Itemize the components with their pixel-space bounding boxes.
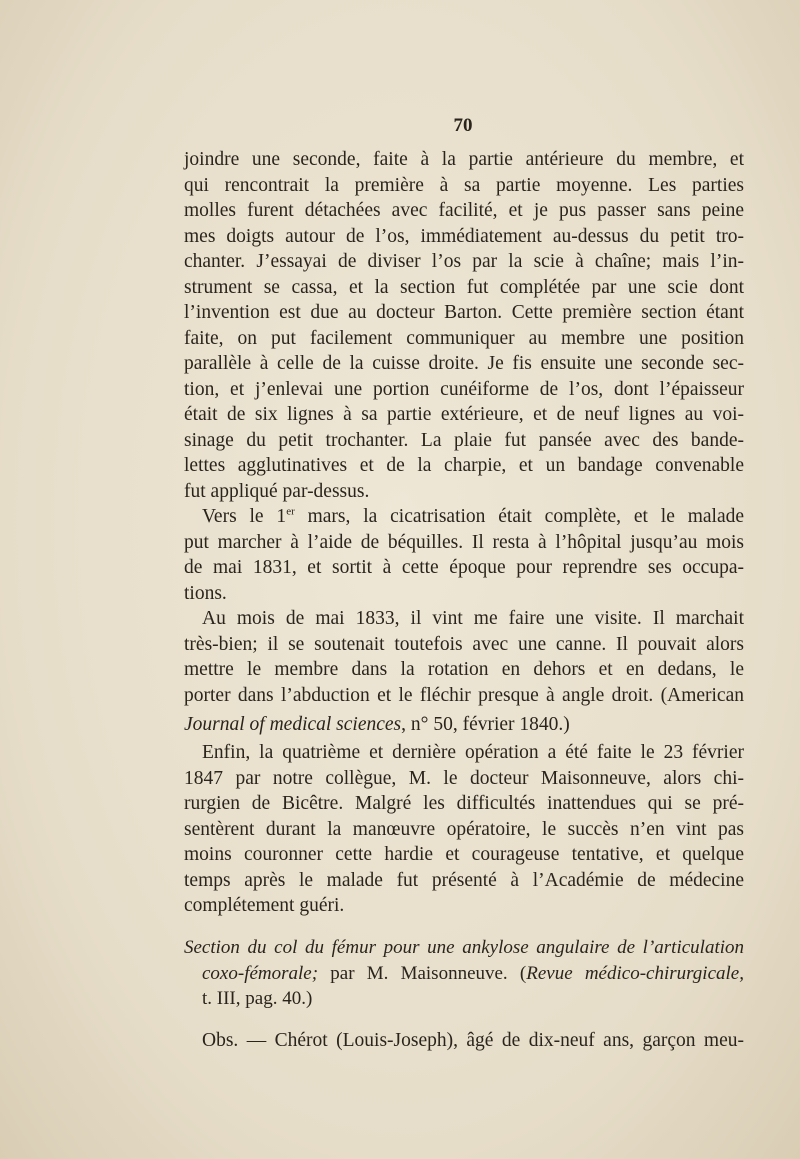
text-line: joindre une seconde, faite à la partie antérieure du membre, et <box>184 149 744 170</box>
journal-title: Revue médico-chirurgicale, <box>526 962 744 984</box>
citation-line <box>184 712 744 738</box>
superscript: er <box>286 505 295 518</box>
text-line: tions. <box>184 582 227 604</box>
heading-line <box>184 961 744 987</box>
text-line: tion, et j’enlevai une portion cunéiforme de l’os, dont l’épaisseur <box>184 378 744 400</box>
body-text-block <box>184 1028 744 1054</box>
body-text-block <box>184 740 744 919</box>
text-line: mes doigts autour de l’os, immédiatement au-dessus du petit tro- <box>184 225 744 247</box>
text-line: porter dans l’abduction et le fléchir presque à angle droit. (American <box>184 684 744 706</box>
text-segment: mars, la cicatrisation était complète, et le malade <box>294 506 745 527</box>
heading-italic: coxo-fémorale; <box>202 962 319 984</box>
citation-detail: , n° 50, février 1840.) <box>401 714 570 735</box>
body-text-block <box>184 147 744 738</box>
text-line: put marcher à l’aide de béquilles. Il resta à l’hôpital jusqu’au mois <box>184 531 744 553</box>
text-line: rurgien de Bicêtre. Malgré les difficultés inattendues qui se pré- <box>184 793 744 814</box>
text-line: parallèle à celle de la cuisse droite. Je fis ensuite une seconde sec- <box>184 353 744 374</box>
journal-title: Journal of medical sciences <box>184 714 402 735</box>
text-line: temps après le malade fut présenté à l’Académie de médecine <box>184 869 744 891</box>
heading-text: par M. Maisonneuve. ( <box>318 962 527 984</box>
text-line: était de six lignes à sa partie extérieure, et de neuf lignes au voi- <box>184 404 744 425</box>
text-line: strument se cassa, et la section fut complétée par une scie dont <box>184 276 744 298</box>
text-line: Obs. — Chérot (Louis-Joseph), âgé de dix-neuf ans, garçon meu- <box>202 1030 744 1051</box>
text-line: fut appliqué par-dessus. <box>184 480 370 502</box>
text-line: chanter. J’essayai de diviser l’os par la scie à chaîne; mais l’in- <box>184 251 744 272</box>
heading-line: t. III, pag. 40.) <box>202 988 313 1009</box>
text-line: de mai 1831, et sortit à cette époque pour reprendre ses occupa- <box>184 557 744 578</box>
text-line: moins couronner cette hardie et courageuse tentative, et quelque <box>184 844 744 865</box>
text-line: complétement guéri. <box>184 895 345 916</box>
text-line: Au mois de mai 1833, il vint me faire une visite. Il marchait <box>202 608 744 629</box>
text-line: très-bien; il se soutenait toutefois avec une canne. Il pouvait alors <box>184 633 744 655</box>
text-line: faite, on put facilement communiquer au membre une position <box>184 327 744 349</box>
text-line: molles furent détachées avec facilité, et je pus passer sans peine <box>184 200 744 221</box>
paragraph-start-line <box>184 504 744 530</box>
text-line: 1847 par notre collègue, M. le docteur Maisonneuve, alors chi- <box>184 767 744 789</box>
heading-line: Section du col du fémur pour une ankylose angulaire de l’articulation <box>184 937 744 958</box>
text-line: qui rencontrait la première à sa partie moyenne. Les parties <box>184 174 744 196</box>
text-line: sinage du petit trochanter. La plaie fut pansée avec des bande- <box>184 429 744 451</box>
text-line: lettes agglutinatives et de la charpie, et un bandage convenable <box>184 455 744 476</box>
text-segment: Vers le 1 <box>202 506 287 527</box>
text-line: l’invention est due au docteur Barton. Cette première section étant <box>184 302 744 323</box>
text-line: mettre le membre dans la rotation en dehors et en dedans, le <box>184 659 744 680</box>
section-heading <box>184 935 744 1012</box>
text-line: sentèrent durant la manœuvre opératoire, le succès n’en vint pas <box>184 818 744 840</box>
text-line: Enfin, la quatrième et dernière opération a été faite le 23 février <box>202 742 744 763</box>
page-number: 70 <box>453 115 473 136</box>
